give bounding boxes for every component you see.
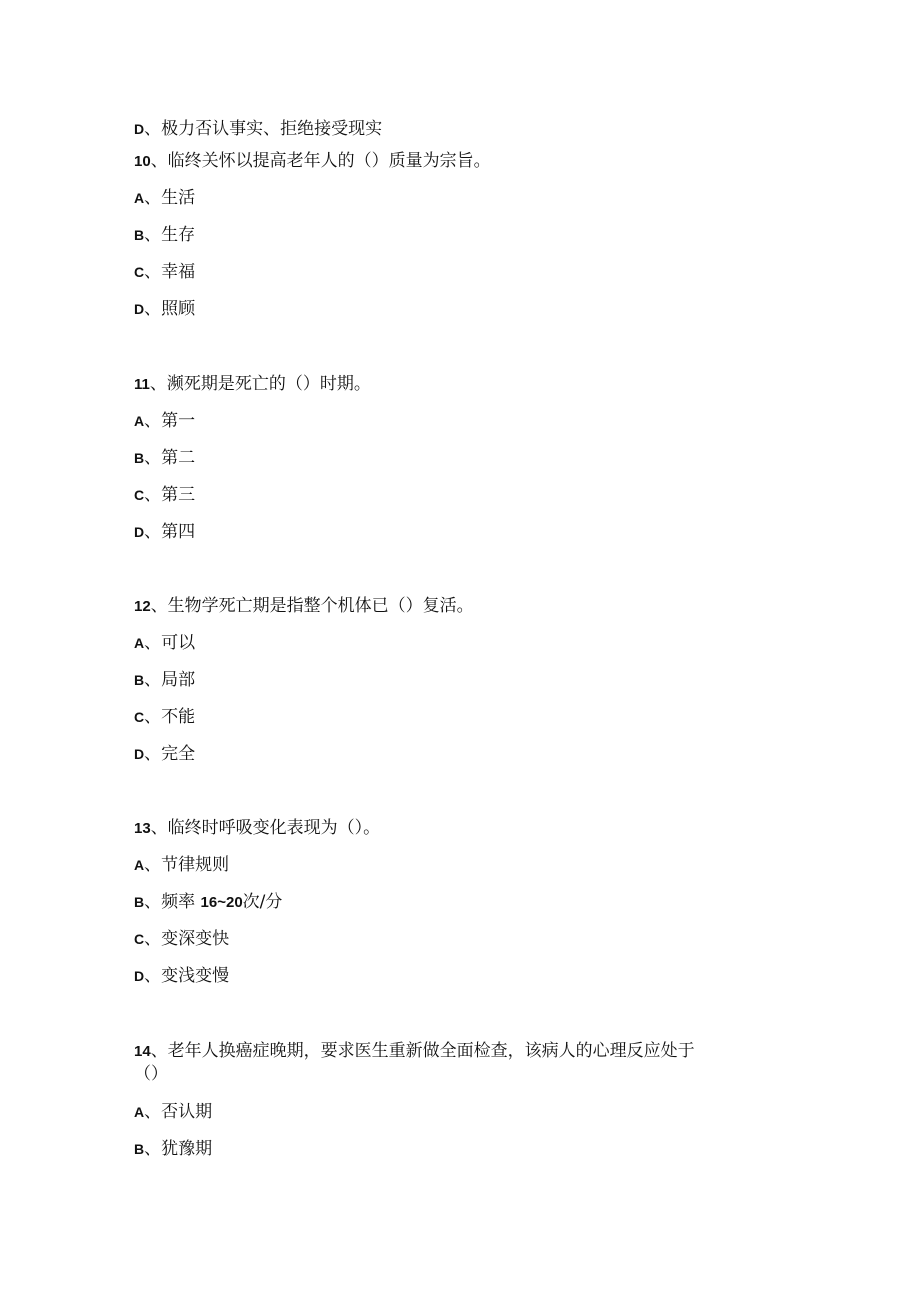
question-11-stem xyxy=(134,373,371,396)
question-14-stem xyxy=(134,1040,695,1063)
question-number: 14 xyxy=(134,1043,151,1060)
option-text: 、生活 xyxy=(144,188,196,208)
question-13-option-b xyxy=(134,891,282,914)
option-text: 、节律规则 xyxy=(144,855,230,875)
question-11-option-b xyxy=(134,447,195,469)
option-text: 、第三 xyxy=(144,485,196,505)
question-12-option-a xyxy=(134,632,195,654)
option-text: 、可以 xyxy=(144,633,196,653)
option-label: D xyxy=(134,301,145,317)
option-label: A xyxy=(134,635,145,651)
option-text: 、不能 xyxy=(144,707,196,727)
question-11-option-a xyxy=(134,410,195,432)
question-text: 、老年人换癌症晚期，要求医生重新做全面检查，该病人的心理反应处于 xyxy=(150,1041,695,1061)
option-label: D xyxy=(134,968,145,984)
question-10-stem xyxy=(134,150,491,173)
question-14-stem-continuation xyxy=(134,1063,168,1085)
question-13-option-a xyxy=(134,854,229,876)
option-text: 、完全 xyxy=(144,744,196,764)
question-text: 、临终时呼吸变化表现为（）。 xyxy=(150,818,381,838)
question-13-option-d xyxy=(134,965,229,987)
question-12-stem xyxy=(134,595,474,618)
question-10-option-d xyxy=(134,298,195,320)
question-text: 、生物学死亡期是指整个机体已（）复活。 xyxy=(150,596,474,616)
question-13-option-c xyxy=(134,928,229,950)
option-text-suffix: 次/分 xyxy=(242,892,283,912)
question-12-option-c xyxy=(134,706,195,728)
question-10-option-a xyxy=(134,187,195,209)
question-11-option-c xyxy=(134,484,195,506)
option-text: 、第一 xyxy=(144,411,196,431)
question-11-option-d xyxy=(134,521,195,543)
question-13-stem xyxy=(134,817,380,840)
option-text: 、第二 xyxy=(144,448,196,468)
option-label: A xyxy=(134,413,145,429)
option-text: 、极力否认事实、拒绝接受现实 xyxy=(144,119,383,139)
question-text: 、临终关怀以提高老年人的（）质量为宗旨。 xyxy=(150,151,491,171)
option-text-number: 16~20 xyxy=(200,894,243,911)
option-text: 、幸福 xyxy=(144,262,196,282)
option-text-prefix: 、频率 xyxy=(144,892,196,912)
option-label: B xyxy=(134,227,145,243)
option-label: A xyxy=(134,1104,145,1120)
question-10-option-b xyxy=(134,224,195,246)
option-text: 、变浅变慢 xyxy=(144,966,230,986)
option-label: D xyxy=(134,746,145,762)
option-label: B xyxy=(134,672,145,688)
option-d xyxy=(134,118,382,140)
option-text: 、生存 xyxy=(144,225,196,245)
option-label: C xyxy=(134,709,145,725)
question-14-option-a xyxy=(134,1101,212,1123)
option-label: A xyxy=(134,857,145,873)
question-number: 11 xyxy=(134,376,150,393)
question-12-option-b xyxy=(134,669,195,691)
question-number: 10 xyxy=(134,153,151,170)
question-number: 12 xyxy=(134,598,151,615)
option-text: 、第四 xyxy=(144,522,196,542)
option-text: 、变深变快 xyxy=(144,929,230,949)
option-text: 、局部 xyxy=(144,670,196,690)
option-label: C xyxy=(134,264,145,280)
question-blank: （） xyxy=(134,1064,168,1084)
option-label: D xyxy=(134,121,145,137)
option-label: B xyxy=(134,1141,145,1157)
option-label: C xyxy=(134,487,145,503)
question-text: 、濒死期是死亡的（）时期。 xyxy=(149,374,371,394)
option-label: C xyxy=(134,931,145,947)
option-text: 、照顾 xyxy=(144,299,196,319)
question-10-option-c xyxy=(134,261,195,283)
question-number: 13 xyxy=(134,820,151,837)
option-label: B xyxy=(134,894,145,910)
option-label: A xyxy=(134,190,145,206)
question-12-option-d xyxy=(134,743,195,765)
option-label: D xyxy=(134,524,145,540)
option-label: B xyxy=(134,450,145,466)
question-14-option-b xyxy=(134,1138,212,1160)
option-text: 、犹豫期 xyxy=(144,1139,213,1159)
option-text: 、否认期 xyxy=(144,1102,213,1122)
